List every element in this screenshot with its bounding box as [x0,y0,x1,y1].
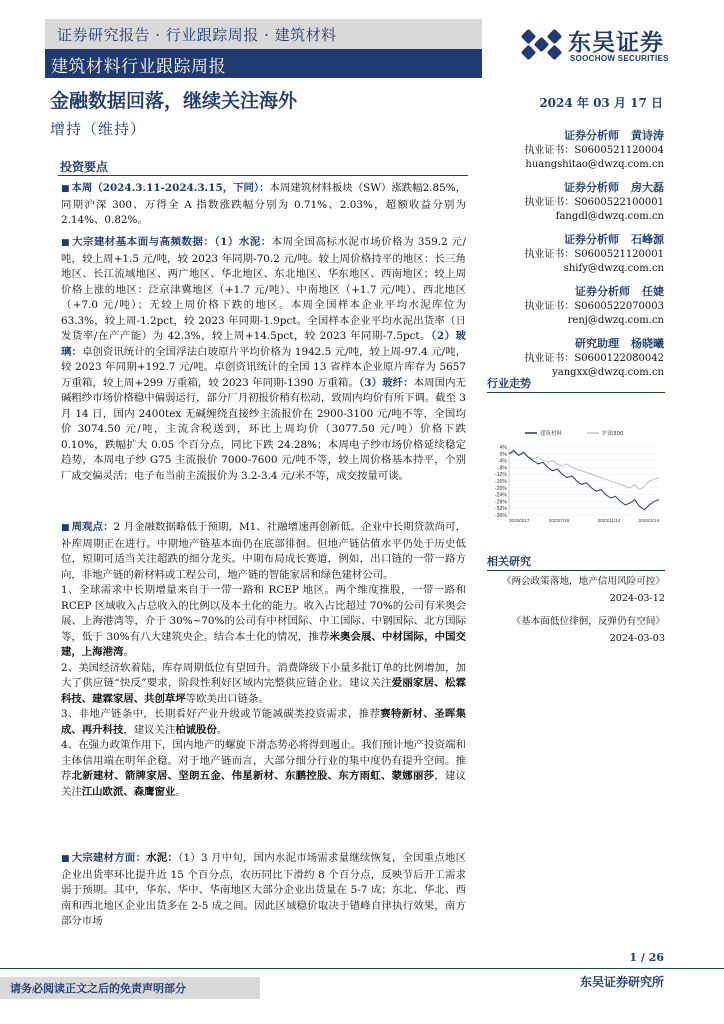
report-type: 建筑材料行业跟踪周报 [51,57,226,77]
y-tick-label: 0% [499,451,507,458]
y-tick-label: -4% [497,458,507,465]
breadcrumb-bar [45,19,482,49]
key-points-title: 投资要点 [60,160,109,174]
disclaimer-bar [0,977,260,999]
bullet-icon: ■ [61,854,70,864]
trend-chart [485,425,663,525]
chart-x-axis [509,518,659,523]
analyst-card: 证券分析师 石峰源 执业证书：S0600521120001 shify@dwzq.com.cn [512,233,664,277]
divider [487,570,665,571]
breadcrumb: 证券研究报告 · 行业跟踪周报 · 建筑材料 [57,26,337,44]
y-tick-label: -32% [494,506,507,513]
disclaimer: 请务必阅读正文之后的免责声明部分 [10,982,186,995]
y-tick-label: -24% [494,492,507,499]
key-point-weekly: ■ 本周（2024.3.11-2024.3.15，下同）：本周建筑材料板块（SW）涨跌幅2.85%，同期沪深 300、万得全 A 指数涨跌幅分别为 0.71%、2.03%，超额收益分别为 2.14%、0.82%。 [61,182,466,226]
y-tick-label: 4% [499,445,507,451]
rating: 增持（维持） [50,120,147,138]
legend-label: 建筑材料 [540,431,563,437]
related-title: 相关研究 [487,555,531,568]
key-point-materials: ■ 大宗建材方面：水泥：（1）3 月中旬，国内水泥市场需求量继续恢复，全国重点地区企业出货率环比提升近 15 个百分点，农历同比下滑约 8 个百分点，反映节后开工需求弱于预期。其中，华东、华中、华南地区大部分企业出货量在 5-7 成；东北、华北、西南和西北地区企业出货多在 2-5 成之间。因此区域稳价取决于错峰自律执行效果，南方部分市场 [61,852,467,927]
x-tick-label: 2023/11/14 [597,518,621,523]
chart-y-axis [495,445,508,519]
related-item-title[interactable]: 《两会政策落地，地产信用风险可控》 [501,576,665,587]
related-item-title[interactable]: 《基本面低位徘徊，反弹仍有空间》 [511,616,665,627]
x-tick-label: 2023/7/16 [548,518,570,523]
analyst-card: 研究助理 杨晓曦 执业证书：S0600122080042 yangxx@dwzq.com.cn [512,337,664,381]
bullet-icon: ■ [61,184,70,194]
key-point-fundamentals: ■ 大宗建材基本面与高频数据：（1）水泥：本周全国高标水泥市场价格为 359.2 元/吨，较上周+1.5 元/吨，较 2023 年同期-70.2 元/吨。较上周价格持平的地区：长三角地区、长江流域地区、两广地区、华北地区、东北地区、华东地区、西南地区；较上周价格上涨的地区：泛京津冀地区（+1.7 元/吨）、中南地区（+1.7 元/吨）、西北地区（+7.0 元/吨）；无较上周价格下跌的地区。本周全国样本企业平均水泥库位为 63.3%，较上周-1.2pct，较 2023 年同期-1.9pct。全国样本企业平均水泥出货率（日发货率/在产产能）为 42.3%，较上周+14.5pct，较 2023 年同期-7.5pct。（2）玻璃：卓创资讯统计的全国浮法白玻原片平均价格为 1942.5 元/吨，较上周-97.4 元/吨，较 2023 年同期+192.7 元/吨。卓创资讯统计的全国 13 省样本企业原片库存为 5657 万重箱，较上周+299 万重箱，较 2023 年同期-1390 万重箱。（3）玻纤：本周国内无碱粗纱市场价格稳中偏弱运行，部分厂月初报价稍有松动，致周内均价有所下调。截至 3 月 14 日，国内 2400tex 无碱缠绕直接纱主流报价在 2900-3100 元/吨不等，全国均价 3074.50 元/吨，主流含税送到，环比上周均价（3077.50 元/吨）价格下跌 0.10%，跌幅扩大 0.05 个百分点，同比下跌 24.28%；本周电子纱市场价格延续稳定趋势，本周电子纱 G75 主流报价 7000-7600 元/吨不等，较上周价格基本持平，个别厂成交偏灵活；电子布当前主流报价为 3.2-3.4 元/米不等，成交按量可谈。 [61,236,467,482]
y-tick-label: -20% [494,485,507,492]
x-tick-label: 2024/3/14 [638,518,659,523]
divider [487,392,665,393]
x-tick-label: 2023/3/17 [509,518,530,523]
analyst-email[interactable]: shify@dwzq.com.cn [563,263,664,274]
key-point-view: ■ 周观点：2 月金融数据略低于预期，M1、社融增速再创新低。企业中长期贷款尚可，补库周期正在进行。中期地产链基本面仍在底部徘徊。但地产链估值水平仍处于历史低位，短期可适当关注超跌的细分龙头。中期布局成长赛道，例如，出口链的一带一路方向，非地产链的新材料或工程公司，地产链的智能家居和绿色建材公司。 1、全球需求中长期增量来自于一带一路和 RCEP 地区。两个维度推股，一带一路和 RCEP 区域收入占总收入的比例以及本土化的能力。收入占比超过 70%的公司有米奥会展、上海港湾等，介于 30%~70%的公司有中材国际、中工国际、中钢国际、北方国际等，低于 30%有八大建筑央企。结合本土化的情况，推荐米奥会展、中材国际，中国交建，上海港湾。 2、美国经济软着陆，库存周期低位有望回升。消费降级下小量多批订单的比例增加，加大了供应链“快反”要求，阶段性利好区域内完整供应链企业。建议关注爱丽家居、松霖科技、建霖家居、共创草坪等欧美出口链条。 3、非地产链条中，长期看好产业升级或节能减碳类投资需求，推荐赛特新材、圣晖集成、再升科技，建议关注柏诚股份。 4、在强力政策作用下，国内地产的螺旋下滑态势必将得到遏止。我们预计地产投资端和主体信用端在明年企稳。对于地产链而言，大部分细分行业的集中度仍有提升空间。推荐北新建材、箭牌家居、坚朗五金、伟星新材、东鹏控股、东方雨虹、蒙娜丽莎，建议关注江山欧派、森鹰窗业。 [61,521,467,798]
chart-legend [525,429,624,437]
report-type-bar [45,49,482,78]
legend-label: 沪深300 [602,431,624,437]
series-line [509,450,659,510]
y-tick-label: -8% [497,465,507,472]
analyst-email[interactable]: fangdl@dwzq.com.cn [555,211,664,222]
y-tick-label: -16% [494,479,507,485]
soochow-logo-icon [521,27,563,61]
analyst-email[interactable]: yangxx@dwzq.com.cn [552,367,664,378]
logo-name-cn: 东吴证券 [568,30,664,56]
divider [58,175,468,176]
analyst-card: 证券分析师 任婕 执业证书：S0600522070003 renj@dwzq.com.cn [512,285,664,329]
page-number: 1 / 26 [629,951,664,964]
bullet-icon: ■ [61,523,70,533]
analyst-card: 证券分析师 房大磊 执业证书：S0600522100001 fangdl@dwzq.com.cn [512,181,664,225]
logo-name-en: SOOCHOW SECURITIES [570,54,669,63]
y-tick-label: -28% [494,499,507,506]
analyst-email[interactable]: renj@dwzq.com.cn [567,315,664,326]
y-tick-label: -36% [494,513,507,519]
analyst-card: 证券分析师 黄诗涛 执业证书：S0600521120004 huangshitao@dwzq.com.cn [512,129,664,173]
divider [0,968,724,969]
chart-grid [509,447,659,515]
y-tick-label: -12% [494,472,507,479]
bullet-icon: ■ [61,238,71,248]
page-title: 金融数据回落，继续关注海外 [50,90,298,112]
analyst-email[interactable]: huangshitao@dwzq.com.cn [525,159,664,170]
related-item-date: 2024-03-03 [609,633,665,644]
footer-firm: 东吴证券研究所 [579,975,664,989]
related-item-date: 2024-03-12 [609,593,665,604]
chart-series [509,450,659,510]
report-date: 2024 年 03 月 17 日 [539,96,663,110]
trend-title: 行业走势 [487,377,531,390]
